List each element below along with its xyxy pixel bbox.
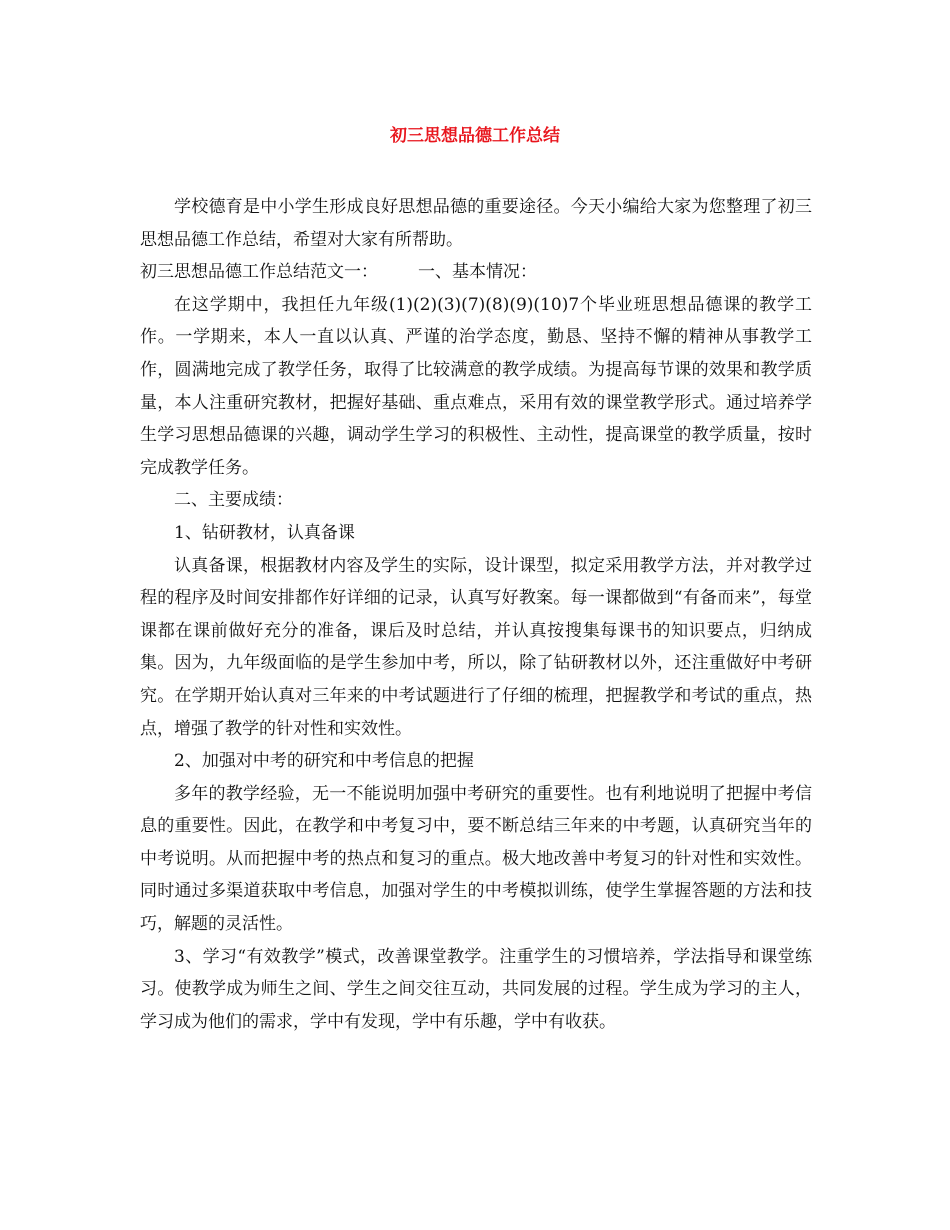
item1-heading: 1、钻研教材，认真备课 xyxy=(174,522,355,543)
item2-heading: 2、加强对中考的研究和中考信息的把握 xyxy=(174,751,474,772)
document-body xyxy=(140,191,812,1038)
basic-situation-paragraph: 在这学期中，我担任九年级(1)(2)(3)(7)(8)(9)(10)7个毕业班思想品德课的教学工作。一学期来，本人一直以认真、严谨的治学态度，勤恳、坚持不懈的精神从事教学工作，圆满地完成了教学任务，取得了比较满意的教学成绩。为提高每节课的效果和教学质量，本人注重研究教材，把握好基础、重点难点，采用有效的课堂教学形式。通过培养学生学习思想品德课的兴趣，调动学生学习的积极性、主动性，提高课堂的教学质量，按时完成教学任务。 xyxy=(140,294,812,478)
item1-paragraph: 认真备课，根据教材内容及学生的实际，设计课型，拟定采用教学方法，并对教学过程的程序及时间安排都作好详细的记录，认真写好教案。每一课都做到“有备而来”，每堂课都在课前做好充分的准备，课后及时总结，并认真按搜集每课书的知识要点，归纳成集。因为，九年级面临的是学生参加中考，所以，除了钻研教材以外，还注重做好中考研究。在学期开始认真对三年来的中考试题进行了仔细的梳理，把握教学和考试的重点，热点，增强了教学的针对性和实效性。 xyxy=(140,555,812,739)
sample-heading-line xyxy=(140,256,812,289)
item2-paragraph: 多年的教学经验，无一不能说明加强中考研究的重要性。也有利地说明了把握中考信息的重要性。因此，在教学和中考复习中，要不断总结三年来的中考题，认真研究当年的中考说明。从而把握中考的热点和复习的重点。极大地改善中考复习的针对性和实效性。同时通过多渠道获取中考信息，加强对学生的中考模拟训练，使学生掌握答题的方法和技巧，解题的灵活性。 xyxy=(140,783,812,935)
document-title: 初三思想品德工作总结 xyxy=(390,126,560,146)
section2-heading: 二、主要成绩： xyxy=(174,490,293,511)
item3-paragraph: 3、学习“有效教学”模式，改善课堂教学。注重学生的习惯培养，学法指导和课堂练习。使教学成为师生之间、学生之间交往互动，共同发展的过程。学生成为学习的主人，学习成为他们的需求，学中有发现，学中有乐趣，学中有收获。 xyxy=(140,946,812,1032)
sample-label: 初三思想品德工作总结范文一： xyxy=(140,262,378,283)
section1-heading: 一、基本情况： xyxy=(418,262,537,283)
intro-paragraph: 学校德育是中小学生形成良好思想品德的重要途径。今天小编给大家为您整理了初三思想品德工作总结，希望对大家有所帮助。 xyxy=(140,197,812,250)
